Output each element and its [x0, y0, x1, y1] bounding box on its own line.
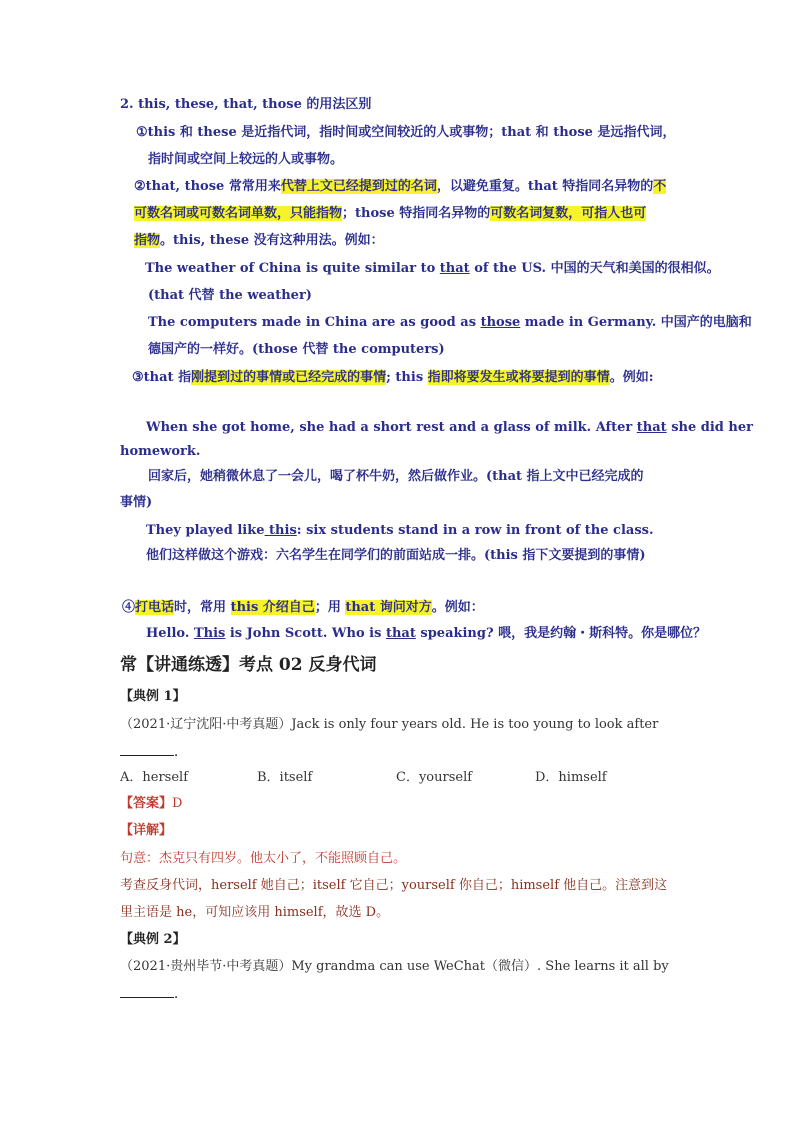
rule-2-line-1: ②that, those 常常用来代替上文已经提到过的名词，以避免重复。that 特指同名异物的不 [134, 179, 667, 194]
rule-4: ④打电话时，常用 this 介绍自己；用 that 询问对方。例如： [122, 600, 484, 615]
example-2-question: （2021·贵州毕节·中考真题）My grandma can use WeChat（微信）. She learns it all by [120, 959, 669, 974]
example-1-question: （2021·辽宁沈阳·中考真题）Jack is only four years old. He is too young to look after [120, 717, 659, 732]
rule-2-line-3: 指物。this, these 没有这种用法。例如： [134, 233, 384, 248]
rule-3: ③that 指刚提到过的事情或已经完成的事情; this 指即将要发生或将要提到的事情。例如: [132, 370, 654, 385]
example-1-blank: . [120, 743, 178, 762]
section-title: 2. this, these, that, those 的用法区别 [120, 97, 372, 112]
option-d: D．himself [535, 770, 607, 785]
example-homework-cn-cont: 事情) [120, 495, 153, 510]
option-c: C．yourself [396, 770, 473, 785]
example-game-cn: 他们这样做这个游戏：六名学生在同学们的前面站成一排。(this 指下文要提到的事情) [146, 548, 646, 563]
rule-1-line-1: ①this 和 these 是近指代词，指时间或空间较近的人或事物；that 和 those 是远指代词， [136, 125, 676, 140]
detail-explain-2: 里主语是 he，可知应该用 himself，故选 D。 [120, 905, 390, 920]
example-homework-cn: 回家后，她稍微休息了一会儿，喝了杯牛奶，然后做作业。(that 指上文中已经完成的 [148, 469, 644, 484]
kaodian-heading: 常【讲通练透】考点 02 反身代词 [120, 655, 377, 675]
example-2-blank: . [120, 985, 178, 1004]
example-homework-cont: homework. [120, 444, 201, 459]
answer-line: 【答案】D [120, 796, 183, 811]
detail-label: 【详解】 [120, 823, 173, 838]
rule-2-line-2: 可数名词或可数名词单数，只能指物；those 特指同名异物的可数名词复数，可指人也可 [134, 206, 647, 221]
option-b: B．itself [257, 770, 313, 785]
rule-1-line-2: 指时间或空间上较远的人或事物。 [148, 152, 344, 167]
option-a: A．herself [120, 770, 189, 785]
example-1-label: 【典例 1】 [120, 689, 186, 704]
detail-explain-1: 考查反身代词，herself 她自己；itself 它自己；yourself 你自己；himself 他自己。注意到这 [120, 878, 668, 893]
example-weather-note: (that 代替 the weather) [148, 288, 312, 303]
detail-meaning: 句意：杰克只有四岁。他太小了，不能照顾自己。 [120, 851, 407, 866]
example-computers-note: 德国产的一样好。(those 代替 the computers) [148, 342, 445, 357]
example-weather: The weather of China is quite similar to that of the US. 中国的天气和美国的很相似。 [145, 261, 720, 276]
example-computers: The computers made in China are as good as those made in Germany. 中国产的电脑和 [148, 315, 752, 330]
example-game: They played like this: six students stand in a row in front of the class. [146, 523, 654, 538]
example-homework: When she got home, she had a short rest and a glass of milk. After that she did her [146, 420, 753, 435]
example-phone: Hello. This is John Scott. Who is that speaking? 喂，我是约翰・斯科特。你是哪位？ [146, 626, 707, 641]
example-2-label: 【典例 2】 [120, 932, 186, 947]
